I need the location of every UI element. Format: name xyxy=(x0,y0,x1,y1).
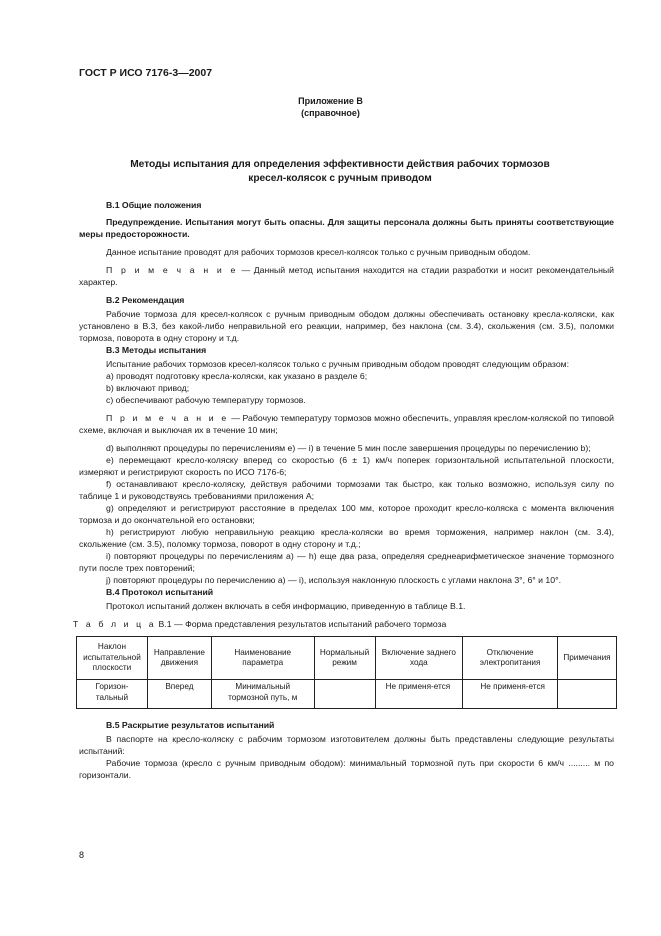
section-b1-heading: B.1 Общие положения xyxy=(106,200,202,210)
warning-paragraph: Предупреждение. Испытания могут быть опасны. Для защиты персонала должны быть приняты соответствующие меры предосторожности. xyxy=(79,217,614,239)
note-label: П р и м е ч а н и е xyxy=(106,265,238,275)
table-cell xyxy=(314,680,375,709)
section-b3-heading: B.3 Методы испытания xyxy=(106,345,207,355)
table-cell: Не применя-ется xyxy=(463,680,558,709)
table-cell: Вперед xyxy=(147,680,211,709)
table-row xyxy=(77,680,617,709)
section-b1-text: Данное испытание проводят для рабочих тормозов кресел-колясок только с ручным приводным ободом. xyxy=(106,247,531,257)
document-body xyxy=(73,199,615,781)
standard-header: ГОСТ Р ИСО 7176-3—2007 xyxy=(79,67,213,79)
title-line-1: Методы испытания для определения эффективности действия рабочих тормозов xyxy=(130,159,550,170)
table-header-cell: Включение заднего хода xyxy=(375,637,463,680)
section-b2-heading: B.2 Рекомендация xyxy=(106,295,185,305)
table-header-cell: Направление движения xyxy=(147,637,211,680)
note-text: — Рабочую температуру тормозов можно обеспечить, управляя креслом-коляской по типовой схеме, включая и выключая их в течение 10 мин; xyxy=(79,413,614,435)
note-text: — Данный метод испытания находится на стадии разработки и носит рекомендательный характер. xyxy=(79,265,615,287)
table-header-cell: Нормальный режим xyxy=(314,637,375,680)
table-header-cell: Наименование параметра xyxy=(211,637,314,680)
section-b5-text-2: Рабочие тормоза (кресло с ручным приводным ободом): минимальный тормозной путь при скорости 6 км/ч ......... м по горизонтали. xyxy=(79,758,614,780)
table-cell xyxy=(557,680,616,709)
section-b1-note xyxy=(79,264,614,288)
table-header-cell: Отключение электропитания xyxy=(463,637,558,680)
page-number: 8 xyxy=(79,850,85,860)
annex-title: Приложение B xyxy=(298,96,363,106)
table-cell: Минимальный тормозной путь, м xyxy=(211,680,314,709)
table-caption-label: Т а б л и ц а xyxy=(73,619,157,629)
table-caption-text: B.1 — Форма представления результатов испытаний рабочего тормоза xyxy=(156,619,447,629)
annex-heading xyxy=(0,95,661,119)
table-header-cell: Примечания xyxy=(557,637,616,680)
list-item: a) проводят подготовку кресла-коляски, как указано в разделе 6; xyxy=(106,371,368,381)
list-item: j) повторяют процедуры по перечислению a) — i), используя наклонную плоскость с углами наклона 3°, 6° и 10°. xyxy=(106,575,561,585)
list-item: e) перемещают кресло-коляску вперед со скоростью (6 ± 1) км/ч поперек горизонтальной испытательной плоскости, измеряют и регистрируют скорость по ИСО 7176-6; xyxy=(79,455,614,477)
results-table xyxy=(76,636,617,709)
section-b5-heading: B.5 Раскрытие результатов испытаний xyxy=(106,720,275,730)
table-header-cell: Наклон испытательной плоскости xyxy=(77,637,148,680)
list-item: f) останавливают кресло-коляску, действуя рабочими тормозами так быстро, как только возможно, используя силу по таблице 1 и руководствуясь требованиями приложения А; xyxy=(79,479,614,501)
title-line-2: кресел-колясок с ручным приводом xyxy=(248,173,432,184)
section-b3-note xyxy=(79,412,614,436)
list-item: i) повторяют процедуры по перечислениям a) — h) еще два раза, определяя среднеарифметическое значение тормозного пути после трех повторений; xyxy=(79,551,614,573)
section-b5-text-1: В паспорте на кресло-коляску с рабочим тормозом изготовителем должны быть представлены следующие результаты испытаний: xyxy=(79,734,614,756)
section-b2-text: Рабочие тормоза для кресел-колясок с ручным приводным ободом должны обеспечивать остановку кресла-коляски, как установлено в B.3, без какой-либо неправильной его реакции, например, без наклона (см. 3.4), скольжения (см. 3.5), поломки тормоза, поворота в одну сторону и т.д. xyxy=(79,309,614,343)
list-item: h) регистрируют любую неправильную реакцию кресла-коляски во время торможения, например наклон (см. 3.4), скольжение (см. 3.5), поломку тормоза, поворот в одну сторону и т.д.; xyxy=(79,527,614,549)
section-b4-text: Протокол испытаний должен включать в себя информацию, приведенную в таблице B.1. xyxy=(106,601,466,611)
document-title xyxy=(60,158,620,186)
list-item: b) включают привод; xyxy=(106,383,190,393)
list-item: g) определяют и регистрируют расстояние в пределах 100 мм, которое проходит кресло-коляска с момента включения тормоза и до окончательной его остановки; xyxy=(79,503,614,525)
annex-kind: (справочное) xyxy=(301,108,360,118)
table-caption xyxy=(73,618,614,630)
table-cell: Не применя-ется xyxy=(375,680,463,709)
table-header-row xyxy=(77,637,617,680)
table-cell: Горизон-тальный xyxy=(77,680,148,709)
note-label: П р и м е ч а н и е xyxy=(106,413,229,423)
section-b3-intro: Испытание рабочих тормозов кресел-колясок только с ручным приводным ободом проводят следующим образом: xyxy=(106,359,570,369)
list-item: d) выполняют процедуры по перечислениям e) — i) в течение 5 мин после завершения процедуры по перечислению b); xyxy=(106,443,591,453)
list-item: c) обеспечивают рабочую температуру тормозов. xyxy=(106,395,306,405)
section-b4-heading: B.4 Протокол испытаний xyxy=(106,587,214,597)
